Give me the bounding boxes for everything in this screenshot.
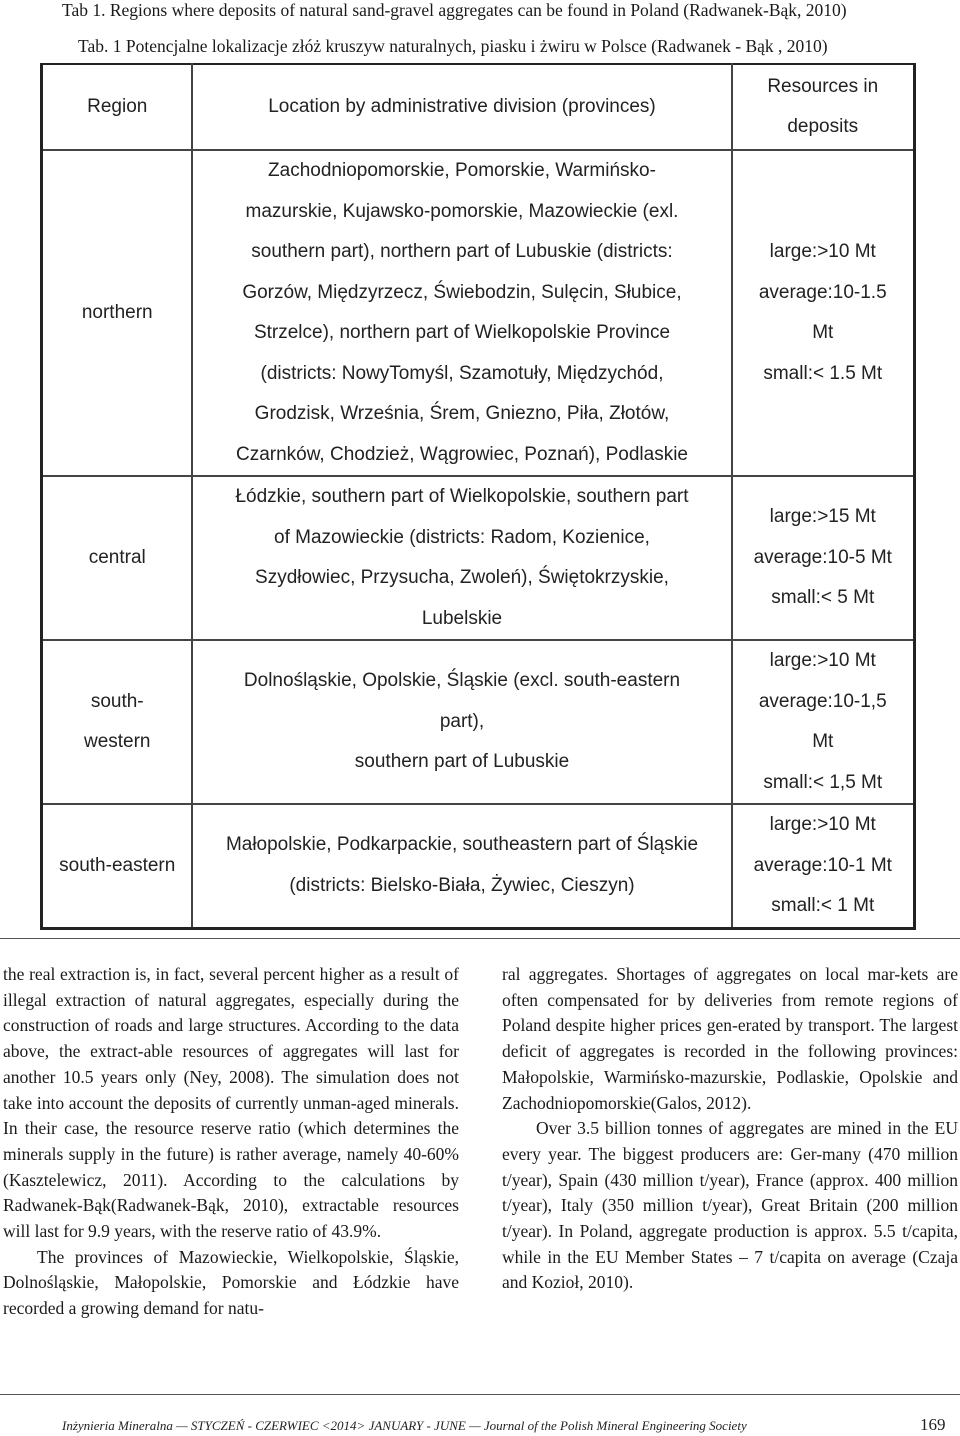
table-caption-polish: Tab. 1 Potencjalne lokalizacje złóż kruszyw naturalnych, piasku i żwiru w Polsce (Radwanek - Bąk , 2010) xyxy=(78,36,828,56)
footer-divider xyxy=(0,1394,960,1395)
resources-line: large:>15 Mt xyxy=(769,506,876,528)
location-line: Dolnośląskie, Opolskie, Śląskie (excl. south-eastern xyxy=(243,670,681,692)
location-line: mazurskie, Kujawsko-pomorskie, Mazowieckie (exl. xyxy=(245,200,679,222)
page-number: 169 xyxy=(920,1415,946,1434)
resources-cell xyxy=(732,150,915,476)
resources-line: average:10-1 Mt xyxy=(753,854,892,876)
location-line: (districts: NowyTomyśl, Szamotuły, Międzychód, xyxy=(260,362,664,384)
location-line: Małopolskie, Podkarpackie, southeastern part of Śląskie xyxy=(225,834,699,856)
resources-line: small:< 1.5 Mt xyxy=(763,362,883,384)
table-row xyxy=(42,150,915,476)
header-resources-line: Resources in xyxy=(767,75,879,97)
resources-line: large:>10 Mt xyxy=(769,650,876,671)
location-line: Gorzów, Międzyrzecz, Świebodzin, Sulęcin, Słubice, xyxy=(242,281,682,303)
location-line: Czarnków, Chodzież, Wągrowiec, Poznań), Podlaskie xyxy=(236,443,688,465)
location-cell xyxy=(192,150,731,476)
region-cell xyxy=(42,640,193,804)
table-row xyxy=(42,804,915,928)
region-line: central xyxy=(88,547,146,568)
resources-line: large:>10 Mt xyxy=(769,241,876,262)
left-text-column xyxy=(3,962,459,1322)
paragraph: the real extraction is, in fact, several percent higher as a result of illegal extraction of natural aggregates, especially during the construction of roads and large structures. According to the data above, the extract-able resources of aggregates will last for another 10.5 years only (Ney, 2008). The simulation does not take into account the deposits of currently unman-aged minerals. In their case, the resource reserve ratio (which determines the minerals supply in the future) is rather average, namely 40-60% (Kasztelewicz, 2011). According to the calculations by Radwanek-Bąk(Radwanek-Bąk, 2010), extractable resources will last for 9.9 years, with the reserve ratio of 43.9%. xyxy=(3,964,459,1242)
region-line: south-eastern xyxy=(59,854,176,876)
location-cell xyxy=(192,804,731,928)
location-line: Grodzisk, Września, Śrem, Gniezno, Piła, Złotów, xyxy=(254,403,670,424)
location-line: (districts: Bielsko-Biała, Żywiec, Cieszyn) xyxy=(289,874,635,896)
resources-line: small:< 1,5 Mt xyxy=(763,771,883,793)
location-line: of Mazowieckie (districts: Radom, Kozienice, xyxy=(274,526,650,548)
resources-line: average:10-1.5 xyxy=(758,281,887,303)
location-line: southern part of Lubuskie xyxy=(354,751,570,773)
resources-cell xyxy=(732,804,915,928)
paragraph: ral aggregates. Shortages of aggregates on local mar-kets are often compensated for by deliveries from remote regions of Poland despite higher prices gen-erated by transport. The largest deficit of aggregates is recorded in the following provinces: Małopolskie, Warmińsko-mazurskie, Podlaskie, Opolskie and Zachodniopomorskie(Galos, 2012). xyxy=(502,964,958,1113)
region-cell xyxy=(42,804,193,928)
resources-cell xyxy=(732,640,915,804)
location-line: Strzelce), northern part of Wielkopolskie Province xyxy=(253,322,671,343)
resources-line: average:10-1,5 xyxy=(758,690,887,712)
resources-line: large:>10 Mt xyxy=(769,814,876,835)
region-line: south- xyxy=(90,690,144,712)
regions-table xyxy=(40,63,916,930)
location-line: Lubelskie xyxy=(421,607,503,629)
page-footer xyxy=(0,1416,960,1436)
location-cell xyxy=(192,640,731,804)
region-cell xyxy=(42,150,193,476)
header-resources-line: deposits xyxy=(787,116,859,137)
journal-footer-text: Inżynieria Mineralna — STYCZEŃ - CZERWIEC <2014> JANUARY - JUNE — Journal of the Polish Mineral Engineering Society xyxy=(62,1418,747,1433)
paragraph: Over 3.5 billion tonnes of aggregates are mined in the EU every year. The biggest producers are: Ger-many (470 million t/year), Spain (430 million t/year), France (approx. 400 million t/year), Italy (350 million t/year), Great Britain (200 million t/year). In Poland, aggregate production is approx. 5.5 t/capita, while in the EU Member States – 7 t/capita on average (Czaja and Kozioł, 2010). xyxy=(502,1118,958,1293)
location-line: Zachodniopomorskie, Pomorskie, Warmińsko- xyxy=(268,160,656,181)
right-text-column xyxy=(502,962,958,1296)
resources-line: small:< 1 Mt xyxy=(771,895,875,916)
region-line: western xyxy=(83,731,151,752)
location-line: southern part), northern part of Lubuskie (districts: xyxy=(251,241,673,262)
resources-line: Mt xyxy=(812,322,834,343)
location-cell xyxy=(192,476,731,640)
resources-line: small:< 5 Mt xyxy=(771,587,875,609)
table-caption-english: Tab 1. Regions where deposits of natural sand-gravel aggregates can be found in Poland (Radwanek-Bąk, 2010) xyxy=(62,0,847,20)
header-location: Location by administrative division (provinces) xyxy=(192,64,731,150)
region-line: northern xyxy=(81,302,153,323)
table-row xyxy=(42,476,915,640)
location-line: Łódzkie, southern part of Wielkopolskie, southern part xyxy=(235,486,689,507)
resources-cell xyxy=(732,476,915,640)
region-cell xyxy=(42,476,193,640)
header-region: Region xyxy=(42,64,193,150)
resources-line: Mt xyxy=(812,731,834,752)
table-row xyxy=(42,640,915,804)
paragraph: The provinces of Mazowieckie, Wielkopolskie, Śląskie, Dolnośląskie, Małopolskie, Pomorskie and Łódzkie have recorded a growing demand for natu- xyxy=(3,1246,459,1319)
section-divider xyxy=(0,938,960,939)
location-line: part), xyxy=(439,710,485,732)
header-resources xyxy=(732,64,915,150)
location-line: Szydłowiec, Przysucha, Zwoleń), Świętokrzyskie, xyxy=(255,567,669,588)
resources-line: average:10-5 Mt xyxy=(753,546,892,568)
